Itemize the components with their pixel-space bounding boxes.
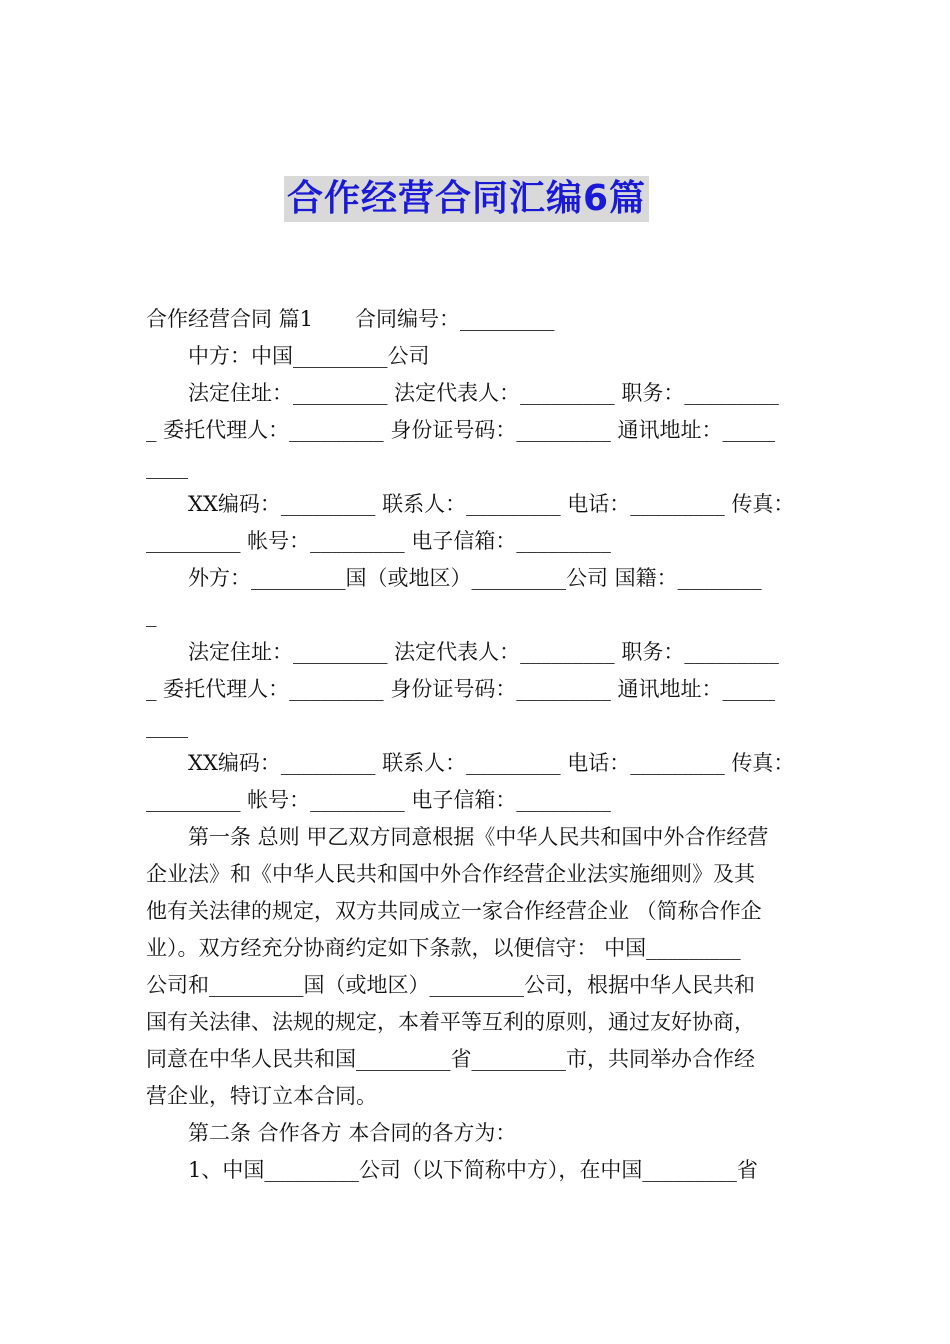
text-line: 第一条 总则 甲乙双方同意根据《中华人民共和国中外合作经营	[146, 825, 769, 849]
text-line: 业）。双方经充分协商约定如下条款，以便信守： 中国_________	[146, 936, 741, 960]
text-line: XX编码：_________ 联系人：_________ 电话：_________ 传真：	[146, 492, 795, 516]
text-line: ____	[146, 455, 188, 479]
text-line: 法定住址：_________ 法定代表人：_________ 职务：_________	[146, 640, 779, 664]
text-line: _________ 帐号：_________ 电子信箱：_________	[146, 788, 611, 812]
text-line: _ 委托代理人：_________ 身份证号码：_________ 通讯地址：_____	[146, 677, 776, 701]
text-line: 公司和_________国（或地区）_________公司，根据中华人民共和	[146, 973, 755, 997]
text-line: 中方：中国_________公司	[146, 344, 430, 368]
text-line: _	[146, 603, 157, 627]
text-line: 同意在中华人民共和国_________省_________市，共同举办合作经	[146, 1047, 755, 1071]
text-line: 法定住址：_________ 法定代表人：_________ 职务：_________	[146, 381, 779, 405]
text-line: ____	[146, 714, 188, 738]
document-body	[146, 301, 810, 1189]
text-line: 外方：_________国（或地区）_________公司 国籍：________	[146, 566, 762, 590]
text-line: XX编码：_________ 联系人：_________ 电话：_________ 传真：	[146, 751, 795, 775]
text-line: 企业法》和《中华人民共和国中外合作经营企业法实施细则》及其	[146, 862, 755, 886]
text-line: 合作经营合同 篇1 合同编号：_________	[146, 307, 555, 331]
text-line: 1、中国_________公司（以下简称中方），在中国_________省	[146, 1158, 758, 1182]
document-title: 合作经营合同汇编6篇	[284, 176, 649, 222]
text-line: 国有关法律、法规的规定，本着平等互利的原则，通过友好协商，	[146, 1010, 755, 1034]
text-line: 他有关法律的规定，双方共同成立一家合作经营企业 （简称合作企	[146, 899, 762, 923]
text-line: 营企业，特订立本合同。	[146, 1084, 377, 1108]
text-line: 第二条 合作各方 本合同的各方为：	[146, 1121, 517, 1145]
text-line: _ 委托代理人：_________ 身份证号码：_________ 通讯地址：_____	[146, 418, 776, 442]
text-line: _________ 帐号：_________ 电子信箱：_________	[146, 529, 611, 553]
